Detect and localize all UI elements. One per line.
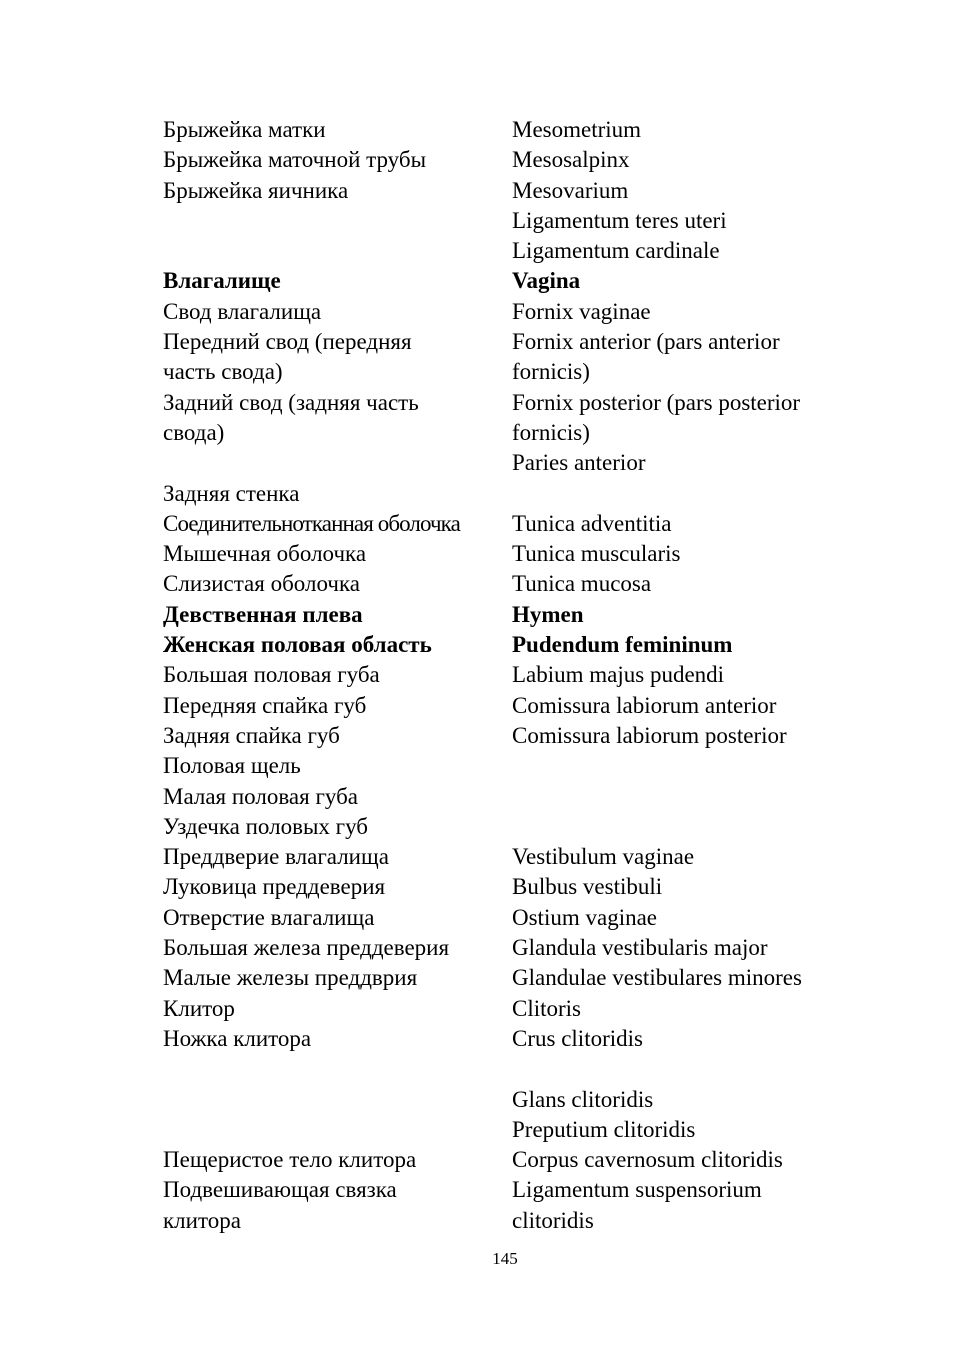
latin-term: Hymen — [512, 601, 584, 627]
latin-term: fornicis) — [512, 419, 590, 445]
russian-term — [163, 1054, 512, 1084]
latin-term: Tunica adventitia — [512, 510, 672, 536]
glossary-row — [163, 448, 863, 478]
glossary-row — [163, 872, 863, 902]
glossary-row — [163, 812, 863, 842]
russian-term — [163, 206, 512, 236]
russian-term: Ножка клитора — [163, 1025, 312, 1051]
russian-term: часть свода) — [163, 359, 283, 385]
russian-term: Влагалище — [163, 268, 281, 294]
glossary-row — [163, 660, 863, 690]
russian-term: Мышечная оболочка — [163, 541, 367, 567]
glossary-row — [163, 782, 863, 812]
glossary-row — [163, 721, 863, 751]
glossary-row — [163, 569, 863, 599]
latin-term: Mesometrium — [512, 117, 642, 142]
glossary-row — [163, 418, 863, 448]
russian-term: Брыжейка маточной трубы — [163, 147, 427, 173]
glossary-row — [163, 903, 863, 933]
latin-term: Tunica mucosa — [512, 571, 652, 597]
latin-term: Pudendum femininum — [512, 632, 733, 658]
latin-term: Crus clitoridis — [512, 1025, 643, 1051]
latin-term: Tunica muscularis — [512, 541, 681, 567]
latin-term: Ligamentum teres uteri — [512, 207, 727, 233]
russian-term — [163, 1085, 512, 1115]
latin-term: Clitoris — [512, 995, 582, 1021]
latin-term: Ligamentum cardinale — [512, 238, 720, 264]
latin-term — [512, 479, 863, 509]
glossary-row — [163, 994, 863, 1024]
russian-term — [163, 236, 512, 266]
russian-term: Брыжейка матки — [163, 117, 326, 142]
glossary-row — [163, 145, 863, 175]
glossary-row — [163, 357, 863, 387]
glossary-row — [163, 842, 863, 872]
latin-term — [512, 751, 863, 781]
latin-term: Ostium vaginae — [512, 904, 657, 930]
latin-term: Glans clitoridis — [512, 1086, 654, 1112]
latin-term: Fornix posterior (pars posterior — [512, 389, 801, 415]
russian-term — [163, 448, 512, 478]
russian-term: Клитор — [163, 995, 235, 1021]
russian-term: Девственная плева — [163, 601, 363, 627]
russian-term: Отверстие влагалища — [163, 904, 375, 930]
latin-term: Comissura labiorum anterior — [512, 692, 777, 718]
glossary-row — [163, 176, 863, 206]
latin-term: Fornix vaginae — [512, 298, 651, 324]
glossary-section-heading — [163, 630, 863, 660]
anatomy-glossary-table — [163, 115, 863, 1236]
russian-term: Половая щель — [163, 753, 301, 779]
russian-term: Подвешивающая связка — [163, 1177, 397, 1203]
glossary-row — [163, 963, 863, 993]
russian-term: Передний свод (передняя — [163, 329, 412, 355]
glossary-row — [163, 691, 863, 721]
latin-term — [512, 1054, 863, 1084]
glossary-section-heading — [163, 266, 863, 296]
russian-term: клитора — [163, 1207, 241, 1233]
latin-term: Vestibulum vaginae — [512, 844, 695, 870]
glossary-row — [163, 933, 863, 963]
latin-term: clitoridis — [512, 1207, 594, 1233]
latin-term: fornicis) — [512, 359, 590, 385]
glossary-row — [163, 206, 863, 236]
russian-term: Уздечка половых губ — [163, 813, 369, 839]
russian-term: Пещеристое тело клитора — [163, 1147, 417, 1173]
russian-term: Свод влагалища — [163, 298, 322, 324]
russian-term: Луковица преддеверия — [163, 874, 386, 900]
glossary-row — [163, 479, 863, 509]
glossary-row — [163, 509, 863, 539]
glossary-row — [163, 1024, 863, 1054]
glossary-row — [163, 539, 863, 569]
glossary-section-heading — [163, 600, 863, 630]
russian-term: Женская половая область — [163, 632, 432, 658]
russian-term: Слизистая оболочка — [163, 571, 360, 597]
russian-term: Задняя стенка — [163, 480, 300, 506]
page-number: 145 — [492, 1249, 518, 1268]
russian-term: свода) — [163, 419, 225, 445]
latin-term: Glandulae vestibulares minores — [512, 965, 802, 991]
glossary-row — [163, 327, 863, 357]
latin-term: Bulbus vestibuli — [512, 874, 663, 900]
latin-term: Labium majus pudendi — [512, 662, 725, 688]
glossary-row — [163, 751, 863, 781]
russian-term: Задняя спайка губ — [163, 722, 340, 748]
latin-term: Glandula vestibularis major — [512, 935, 768, 961]
russian-term: Малая половая губа — [163, 783, 358, 809]
latin-term: Comissura labiorum posterior — [512, 722, 787, 748]
latin-term: Corpus cavernosum clitoridis — [512, 1147, 783, 1173]
latin-term: Preputium clitoridis — [512, 1116, 696, 1142]
russian-term: Малые железы преддврия — [163, 965, 418, 991]
glossary-row — [163, 236, 863, 266]
glossary-row — [163, 1085, 863, 1115]
latin-term: Fornix anterior (pars anterior — [512, 329, 780, 355]
glossary-row — [163, 1115, 863, 1145]
latin-term: Vagina — [512, 268, 581, 294]
latin-term — [512, 782, 863, 812]
glossary-row — [163, 388, 863, 418]
glossary-row — [163, 297, 863, 327]
glossary-row — [163, 115, 863, 145]
glossary-row — [163, 1206, 863, 1236]
latin-term: Mesovarium — [512, 177, 629, 203]
russian-term: Брыжейка яичника — [163, 177, 349, 203]
glossary-row — [163, 1175, 863, 1205]
glossary-blank-row — [163, 1054, 863, 1084]
latin-term: Paries anterior — [512, 450, 646, 476]
russian-term: Соединительнотканная оболочка — [163, 510, 460, 536]
glossary-row — [163, 1145, 863, 1175]
russian-term: Задний свод (задняя часть — [163, 389, 419, 415]
russian-term: Большая железа преддеверия — [163, 935, 450, 961]
latin-term: Mesosalpinx — [512, 147, 630, 173]
latin-term — [512, 812, 863, 842]
latin-term: Ligamentum suspensorium — [512, 1177, 762, 1203]
russian-term: Преддверие влагалища — [163, 844, 389, 870]
russian-term: Большая половая губа — [163, 662, 380, 688]
russian-term: Передняя спайка губ — [163, 692, 367, 718]
russian-term — [163, 1115, 512, 1145]
